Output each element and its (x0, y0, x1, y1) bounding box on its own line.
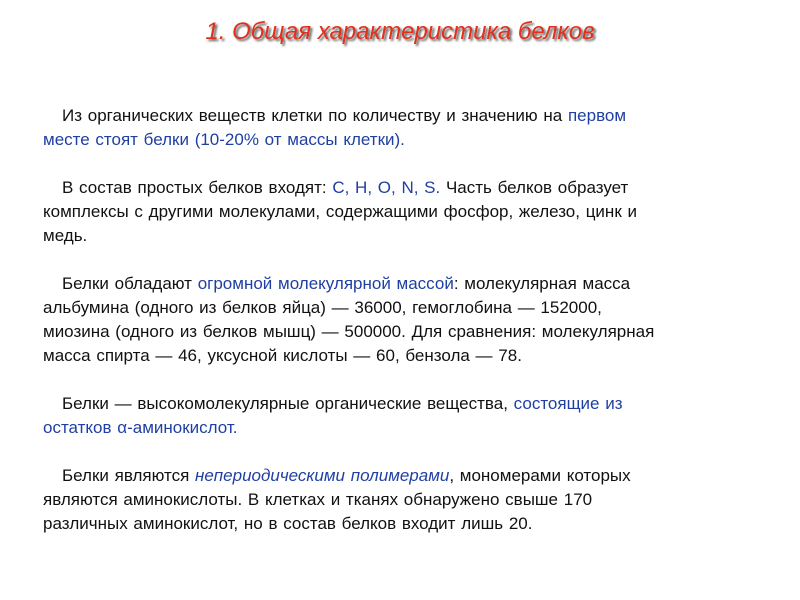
highlighted-term: остатков α-аминокислот. (43, 418, 238, 437)
highlighted-term: непериодическими полимерами (195, 466, 450, 485)
highlighted-term: месте стоят белки (10-20% от массы клетки). (43, 130, 405, 149)
text-line (43, 224, 763, 248)
text-line (43, 296, 763, 320)
text-line (43, 176, 763, 200)
text-segment: комплексы с другими молекулами, содержащими фосфор, железо, цинк и (43, 202, 637, 221)
paragraph (43, 104, 763, 152)
text-line (43, 488, 763, 512)
text-line (43, 200, 763, 224)
paragraph (43, 392, 763, 440)
text-line (43, 128, 763, 152)
highlighted-term: состоящие из (513, 394, 623, 413)
text-segment: : молекулярная масса (453, 274, 631, 293)
text-segment: Белки — высокомолекулярные органические вещества, (62, 394, 514, 413)
text-segment: В состав простых белков входят: (62, 178, 333, 197)
text-segment: Белки являются (62, 466, 195, 485)
paragraph (43, 464, 763, 536)
text-segment: Из органических веществ клетки по количеству и значению на (62, 106, 568, 125)
paragraph (43, 176, 763, 248)
text-line (43, 512, 763, 536)
text-line (43, 392, 763, 416)
text-segment: альбумина (одного из белков яйца) — 36000, гемоглобина — 152000, (43, 298, 602, 317)
text-line (43, 344, 763, 368)
text-segment: Белки обладают (62, 274, 198, 293)
text-segment: , мономерами которых (449, 466, 631, 485)
slide-body (43, 104, 763, 560)
text-segment: миозина (одного из белков мышц) — 500000. Для сравнения: молекулярная (43, 322, 655, 341)
text-line (43, 320, 763, 344)
text-segment: Часть белков образует (440, 178, 629, 197)
text-segment: являются аминокислоты. В клетках и тканях обнаружено свыше 170 (43, 490, 593, 509)
text-line (43, 104, 763, 128)
text-line (43, 272, 763, 296)
text-segment: различных аминокислот, но в состав белков входит лишь 20. (43, 514, 533, 533)
text-segment: медь. (43, 226, 88, 245)
highlighted-term: C, H, O, N, S. (332, 178, 441, 197)
text-line (43, 464, 763, 488)
highlighted-term: первом (567, 106, 627, 125)
slide-title: 1. Общая характеристика белков (205, 18, 595, 45)
paragraph (43, 272, 763, 368)
highlighted-term: огромной молекулярной массой (197, 274, 454, 293)
text-line (43, 416, 763, 440)
text-segment: масса спирта — 46, уксусной кислоты — 60, бензола — 78. (43, 346, 522, 365)
